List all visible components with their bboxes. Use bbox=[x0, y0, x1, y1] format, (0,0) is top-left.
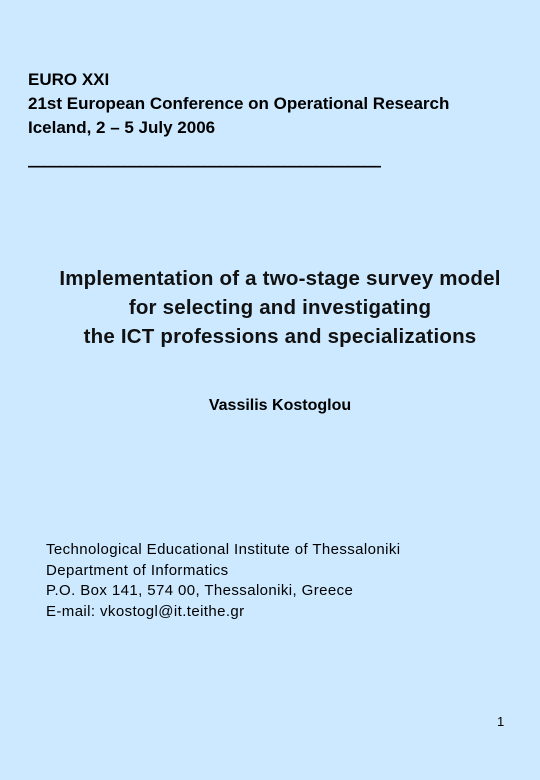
title-line-1: Implementation of a two-stage survey model bbox=[59, 267, 501, 290]
author-name: Vassilis Kostoglou bbox=[208, 397, 352, 414]
title-line-3: the ICT professions and specializations bbox=[83, 325, 477, 348]
affiliation-block bbox=[46, 540, 401, 622]
conference-name: EURO XXI bbox=[28, 70, 110, 89]
department-name: Department of Informatics bbox=[46, 561, 229, 579]
page-number: 1 bbox=[497, 714, 505, 729]
conference-full-title: 21st European Conference on Operational Research bbox=[28, 94, 450, 113]
institute-name: Technological Educational Institute of Thessaloniki bbox=[46, 541, 401, 558]
conference-location-date: Iceland, 2 – 5 July 2006 bbox=[28, 118, 216, 137]
email-address: E-mail: vkostogl@it.teithe.gr bbox=[46, 602, 245, 620]
conference-header bbox=[28, 68, 449, 140]
postal-address: P.O. Box 141, 574 00, Thessaloniki, Greece bbox=[46, 582, 354, 599]
title-line-2: for selecting and investigating bbox=[128, 296, 432, 319]
separator-line: —————————————————————— bbox=[28, 156, 380, 175]
presentation-title bbox=[0, 264, 540, 351]
